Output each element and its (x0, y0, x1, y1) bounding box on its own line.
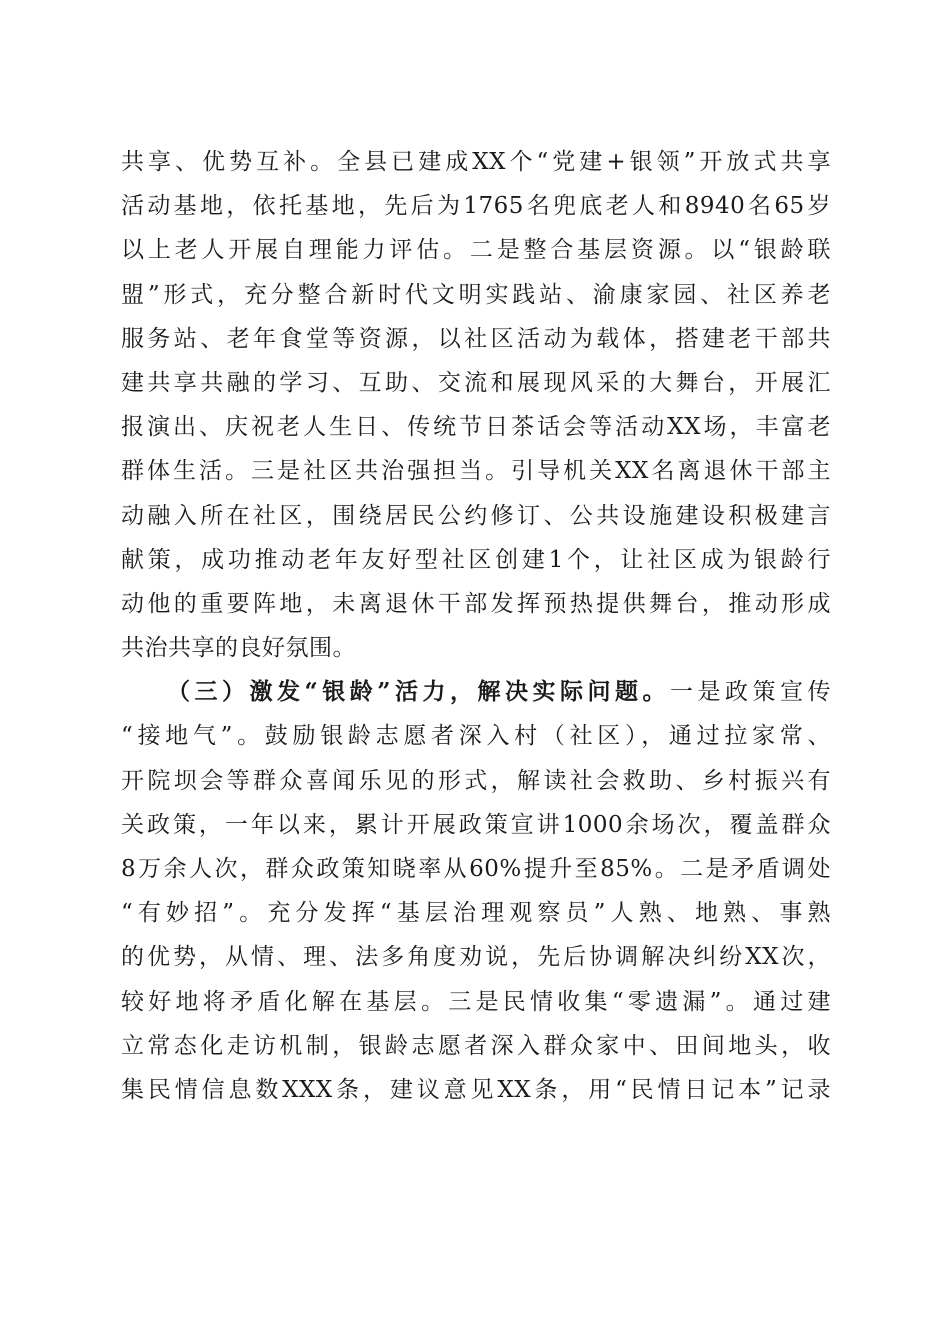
paragraph-line: 开院坝会等群众喜闻乐见的形式，解读社会救助、乡村振兴有 (121, 767, 831, 794)
paragraph-line: 集民情信息数XXX条，建议意见XX条，用“民情日记本”记录 (121, 1076, 831, 1103)
paragraph-line: 较好地将矛盾化解在基层。三是民情收集“零遗漏”。通过建 (121, 988, 831, 1015)
paragraph-line: 献策，成功推动老年友好型社区创建1个，让社区成为银龄行 (121, 546, 831, 573)
paragraph-line: 活动基地，依托基地，先后为1765名兜底老人和8940名65岁 (121, 193, 831, 220)
section-heading: （三）激发“银龄”活力，解决实际问题。 (167, 678, 670, 706)
paragraph-line: 服务站、老年食堂等资源，以社区活动为载体，搭建老干部共 (121, 325, 831, 352)
paragraph-line: 动他的重要阵地，未离退休干部发挥预热提供舞台，推动形成 (121, 590, 831, 617)
paragraph-line: 建共享共融的学习、互助、交流和展现风采的大舞台，开展汇 (121, 369, 831, 396)
paragraph-line: “接地气”。鼓励银龄志愿者深入村（社区），通过拉家常、 (121, 723, 831, 750)
paragraph-line: 共享、优势互补。全县已建成XX个“党建+银领”开放式共享 (121, 149, 831, 175)
paragraph-line: 8万余人次，群众政策知晓率从60%提升至85%。二是矛盾调处 (121, 856, 831, 882)
paragraph-line: 盟”形式，充分整合新时代文明实践站、渝康家园、社区养老 (121, 281, 831, 308)
section-heading-line (121, 674, 831, 718)
paragraph-line: 动融入所在社区，围绕居民公约修订、公共设施建设积极建言 (121, 502, 831, 529)
paragraph-line: 共治共享的良好氛围。 (121, 635, 356, 662)
paragraph-line: 群体生活。三是社区共治强担当。引导机关XX名离退休干部主 (121, 458, 831, 485)
paragraph-line: 立常态化走访机制，银龄志愿者深入群众家中、田间地头，收 (121, 1032, 831, 1059)
section-heading-rest: 一是政策宣传 (669, 679, 831, 706)
paragraph-line: 关政策，一年以来，累计开展政策宣讲1000余场次，覆盖群众 (121, 811, 831, 838)
paragraph-line: 以上老人开展自理能力评估。二是整合基层资源。以“银龄联 (121, 237, 831, 264)
paragraph-line: 的优势，从情、理、法多角度劝说，先后协调解决纠纷XX次， (121, 944, 831, 971)
paragraph-line: “有妙招”。充分发挥“基层治理观察员”人熟、地熟、事熟 (121, 900, 831, 927)
paragraph-line: 报演出、庆祝老人生日、传统节日茶话会等活动XX场，丰富老 (121, 414, 831, 441)
body-text (121, 144, 831, 1116)
